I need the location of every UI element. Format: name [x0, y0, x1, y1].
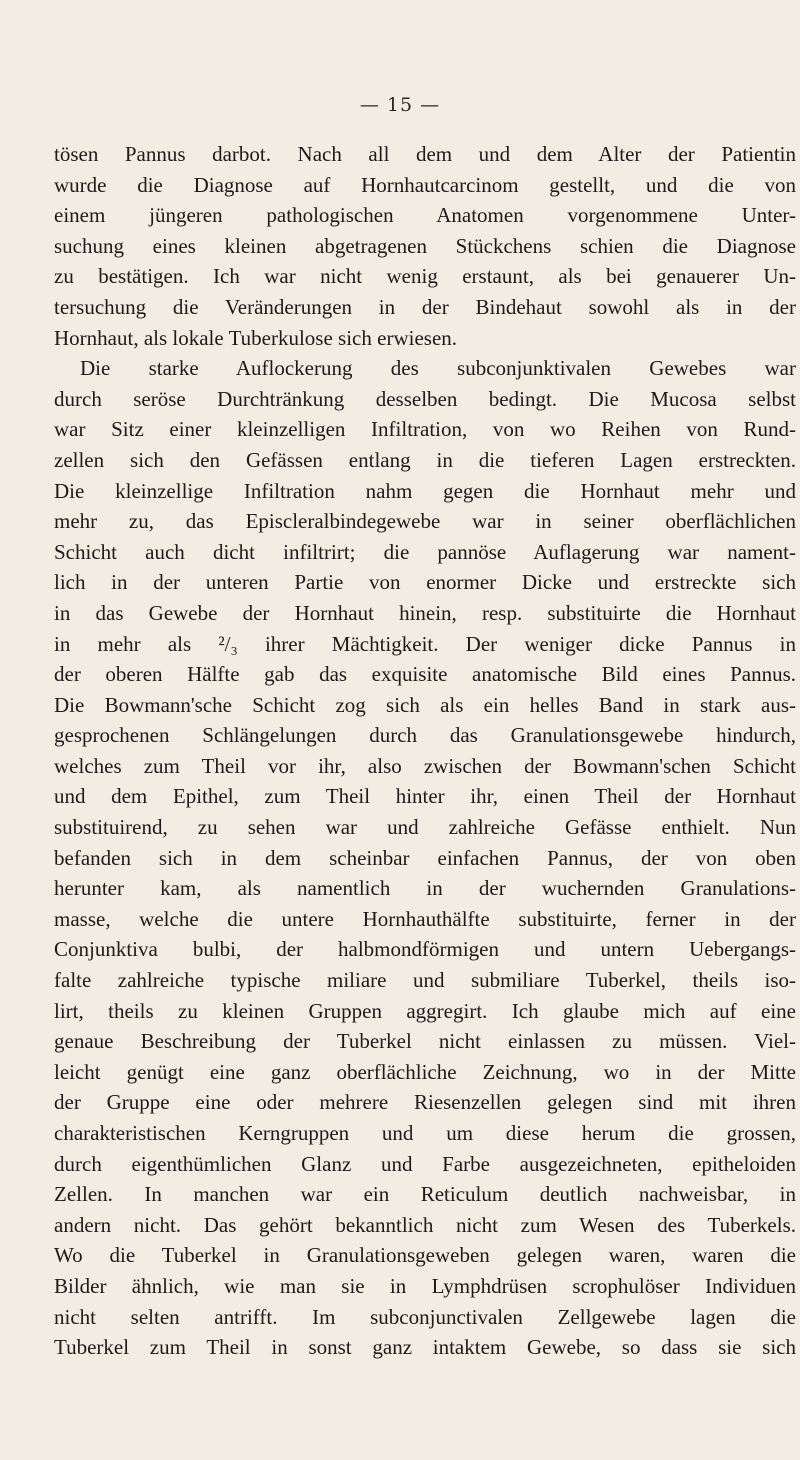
- text-line: der Gruppe eine oder mehrere Riesenzellen gelegen sind mit ihren: [54, 1090, 796, 1115]
- text-line: masse, welche die untere Hornhauthälfte substituirte, ferner in der: [54, 906, 796, 931]
- text-line: lich in der unteren Partie von enormer Dicke und erstreckte sich: [54, 570, 796, 595]
- text-line: in mehr als ²/₃ ihrer Mächtigkeit. Der weniger dicke Pannus in: [54, 631, 796, 656]
- text-line: Conjunktiva bulbi, der halbmondförmigen und untern Uebergangs-: [54, 937, 796, 962]
- text-line: Die Bowmann'sche Schicht zog sich als ein helles Band in stark aus-: [54, 692, 796, 717]
- text-line: der oberen Hälfte gab das exquisite anatomische Bild eines Pannus.: [54, 662, 796, 687]
- text-line: Tuberkel zum Theil in sonst ganz intaktem Gewebe, so dass sie sich: [54, 1335, 796, 1360]
- text-line: tersuchung die Veränderungen in der Bindehaut sowohl als in der: [54, 294, 796, 319]
- text-line: Wo die Tuberkel in Granulationsgeweben gelegen waren, waren die: [54, 1243, 796, 1268]
- text-line: zellen sich den Gefässen entlang in die tieferen Lagen erstreckten.: [54, 447, 796, 472]
- text-line: war Sitz einer kleinzelligen Infiltration, von wo Reihen von Rund-: [54, 417, 796, 442]
- text-line: befanden sich in dem scheinbar einfachen Pannus, der von oben: [54, 845, 796, 870]
- text-line: falte zahlreiche typische miliare und submiliare Tuberkel, theils iso-: [54, 968, 796, 993]
- text-line: Hornhaut, als lokale Tuberkulose sich erwiesen.: [54, 325, 458, 350]
- text-line: durch eigenthümlichen Glanz und Farbe ausgezeichneten, epitheloiden: [54, 1151, 796, 1176]
- text-line: wurde die Diagnose auf Hornhautcarcinom gestellt, und die von: [54, 172, 796, 197]
- text-line: andern nicht. Das gehört bekanntlich nicht zum Wesen des Tuberkels.: [54, 1212, 796, 1237]
- text-line: substituirend, zu sehen war und zahlreiche Gefässe enthielt. Nun: [54, 815, 796, 840]
- text-line: durch seröse Durchtränkung desselben bedingt. Die Mucosa selbst: [54, 386, 796, 411]
- text-line: Bilder ähnlich, wie man sie in Lymphdrüsen scrophulöser Individuen: [54, 1273, 796, 1298]
- text-line: nicht selten antrifft. Im subconjunctivalen Zellgewebe lagen die: [54, 1304, 796, 1329]
- text-line: Schicht auch dicht infiltrirt; die pannöse Auflagerung war nament-: [54, 539, 796, 564]
- page-number: — 15 —: [359, 94, 441, 116]
- text-line: welches zum Theil vor ihr, also zwischen der Bowmann'schen Schicht: [54, 753, 796, 778]
- text-line: mehr zu, das Episcleralbindegewebe war in seiner oberflächlichen: [54, 509, 796, 534]
- text-line: zu bestätigen. Ich war nicht wenig erstaunt, als bei genauerer Un-: [54, 264, 796, 289]
- body-text: [54, 139, 796, 1363]
- text-line: genaue Beschreibung der Tuberkel nicht einlassen zu müssen. Viel-: [54, 1029, 796, 1054]
- text-line: tösen Pannus darbot. Nach all dem und dem Alter der Patientin: [54, 142, 796, 166]
- text-line: leicht genügt eine ganz oberflächliche Zeichnung, wo in der Mitte: [54, 1059, 796, 1084]
- text-line: Die kleinzellige Infiltration nahm gegen die Hornhaut mehr und: [54, 478, 796, 503]
- text-line: charakteristischen Kerngruppen und um diese herum die grossen,: [54, 1121, 796, 1145]
- text-line: suchung eines kleinen abgetragenen Stückchens schien die Diagnose: [54, 233, 796, 258]
- text-line: Zellen. In manchen war ein Reticulum deutlich nachweisbar, in: [54, 1182, 796, 1207]
- text-line: herunter kam, als namentlich in der wuchernden Granulations-: [54, 876, 796, 901]
- text-line: einem jüngeren pathologischen Anatomen vorgenommene Unter-: [54, 203, 796, 228]
- text-line: und dem Epithel, zum Theil hinter ihr, einen Theil der Hornhaut: [54, 784, 796, 809]
- text-line: in das Gewebe der Hornhaut hinein, resp. substituirte die Hornhaut: [54, 600, 796, 625]
- text-line: gesprochenen Schlängelungen durch das Granulationsgewebe hindurch,: [54, 723, 796, 748]
- text-line: Die starke Auflockerung des subconjunktivalen Gewebes war: [80, 356, 796, 381]
- text-line: lirt, theils zu kleinen Gruppen aggregirt. Ich glaube mich auf eine: [54, 998, 796, 1023]
